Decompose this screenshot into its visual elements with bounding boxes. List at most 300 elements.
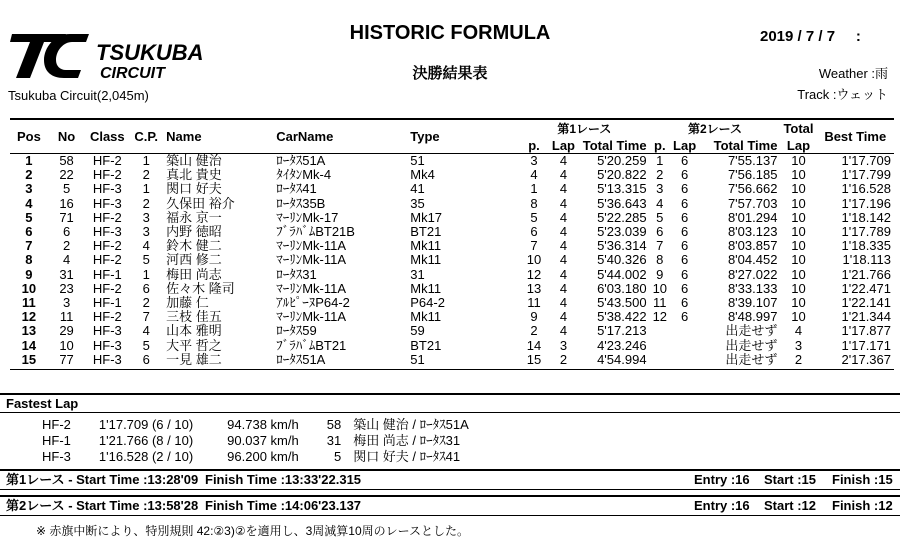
cell-no: 10 bbox=[59, 337, 74, 353]
logo-text-bottom: CIRCUIT bbox=[100, 65, 165, 82]
cell-no: 5 bbox=[62, 181, 71, 197]
race-date: 2019 / 7 / 7 : bbox=[760, 28, 861, 45]
cell-race2-lap bbox=[670, 353, 699, 370]
cell-carname: ﾏｰﾘﾝMk-11A bbox=[276, 238, 347, 254]
cell-pos: 14 bbox=[21, 337, 37, 353]
cell-race2-total-time: 8'33.133 bbox=[727, 280, 778, 296]
cell-total-lap: 10 bbox=[791, 224, 806, 240]
cell-race2-pos bbox=[650, 338, 670, 352]
cell-class: HF-3 bbox=[92, 224, 122, 240]
fl-lap-time: 1'21.766 (8 / 10) bbox=[98, 433, 194, 448]
cell-no: 23 bbox=[59, 280, 74, 296]
cell-best-time: 1'16.528 bbox=[841, 181, 891, 197]
cell-race2-lap: 6 bbox=[680, 181, 689, 197]
cell-carname: ﾌﾞﾗﾊﾞﾑBT21B bbox=[276, 224, 355, 240]
cell-total-lap: 10 bbox=[791, 252, 806, 268]
weather-label: Weather :雨 bbox=[818, 66, 888, 81]
col-group-total: Total bbox=[780, 119, 816, 137]
race2-finish-time: Finish Time :14:06'23.137 bbox=[205, 498, 362, 513]
fl-class: HF-3 bbox=[42, 449, 71, 464]
cell-race2-pos: 11 bbox=[653, 294, 667, 310]
fl-driver-car: 築山 健治 / ﾛｰﾀｽ51A bbox=[353, 417, 469, 432]
cell-best-time: 1'17.171 bbox=[841, 337, 891, 353]
cell-total-lap: 10 bbox=[791, 209, 806, 225]
cell-race1-pos: 7 bbox=[530, 238, 538, 254]
cell-race1-lap: 4 bbox=[559, 209, 568, 225]
cell-cp: 6 bbox=[142, 280, 150, 296]
race1-entry: Entry :16 bbox=[694, 472, 750, 487]
cell-race2-total-time: 7'56.662 bbox=[727, 181, 778, 197]
table-row bbox=[10, 197, 894, 211]
cell-name: 久保田 裕介 bbox=[166, 195, 235, 211]
cell-race2-total-time: 8'27.022 bbox=[727, 266, 778, 282]
cell-race2-total-time: 出走せず bbox=[725, 337, 778, 353]
cell-race1-lap: 4 bbox=[559, 323, 568, 339]
list-item bbox=[36, 449, 475, 465]
cell-name: 築山 健治 bbox=[166, 153, 222, 169]
cell-no: 71 bbox=[59, 209, 74, 225]
cell-race2-lap: 6 bbox=[680, 280, 689, 296]
cell-total-lap: 2 bbox=[780, 353, 816, 370]
table-row bbox=[10, 310, 894, 324]
cell-race2-lap bbox=[670, 324, 699, 338]
cell-class: HF-2 bbox=[92, 238, 122, 254]
cell-race1-total-time: 5'36.314 bbox=[597, 238, 647, 254]
race1-started: Start :15 bbox=[764, 472, 817, 487]
logo-text-top: TSUKUBA bbox=[96, 40, 204, 65]
fl-driver-car: 梅田 尚志 / ﾛｰﾀｽ31 bbox=[353, 433, 461, 448]
cell-race2-lap: 6 bbox=[680, 224, 689, 240]
cell-race2-total-time: 出走せず bbox=[725, 323, 778, 339]
cell-race1-pos: 6 bbox=[530, 224, 538, 240]
circuit-name: Tsukuba Circuit(2,045m) bbox=[8, 88, 149, 103]
cell-type: 59 bbox=[410, 323, 425, 339]
cell-type: 35 bbox=[410, 195, 425, 211]
fl-lap-time: 1'17.709 (6 / 10) bbox=[98, 417, 194, 432]
cell-name: 河西 修二 bbox=[166, 252, 222, 268]
table-row bbox=[10, 182, 894, 196]
table-row bbox=[10, 268, 894, 282]
fl-lap-time: 1'16.528 (2 / 10) bbox=[98, 449, 194, 464]
cell-race1-pos: 4 bbox=[530, 167, 538, 183]
cell-carname: ﾀｲﾀﾝMk-4 bbox=[276, 167, 332, 183]
fastest-lap-title: Fastest Lap bbox=[6, 396, 79, 411]
cell-best-time: 1'21.344 bbox=[841, 309, 891, 325]
cell-type: Mk4 bbox=[410, 167, 435, 183]
cell-cp: 3 bbox=[142, 224, 150, 240]
cell-race2-pos: 2 bbox=[656, 167, 664, 183]
cell-no: 58 bbox=[59, 153, 74, 169]
cell-type: Mk11 bbox=[410, 252, 442, 268]
cell-cp: 2 bbox=[142, 167, 150, 183]
cell-no: 22 bbox=[59, 167, 74, 183]
cell-race1-total-time: 5'22.285 bbox=[597, 209, 647, 225]
cell-name: 加藤 仁 bbox=[166, 294, 209, 310]
cell-name: 鈴木 健二 bbox=[166, 238, 222, 254]
cell-cp: 7 bbox=[142, 309, 150, 325]
cell-total-lap: 10 bbox=[791, 195, 806, 211]
cell-carname: ﾌﾞﾗﾊﾞﾑBT21 bbox=[276, 337, 347, 353]
cell-total-lap: 10 bbox=[791, 238, 806, 254]
cell-cp: 5 bbox=[142, 337, 150, 353]
cell-race1-pos: 11 bbox=[527, 294, 541, 310]
cell-total-lap: 10 bbox=[791, 266, 806, 282]
cell-best-time: 1'17.877 bbox=[841, 323, 891, 339]
cell-race2-lap: 6 bbox=[680, 167, 689, 183]
col-cp: C.P. bbox=[129, 119, 163, 154]
cell-pos: 13 bbox=[21, 323, 37, 339]
cell-race1-lap: 4 bbox=[559, 167, 568, 183]
track-condition-label: Track :ウェット bbox=[797, 87, 888, 102]
cell-type: Mk17 bbox=[410, 209, 443, 225]
cell-race2-lap: 6 bbox=[680, 252, 689, 268]
col-race2-total-time: Total Time bbox=[699, 137, 780, 154]
cell-race1-total-time: 5'43.500 bbox=[597, 294, 647, 310]
cell-race1-pos: 15 bbox=[519, 353, 549, 370]
race2-started: Start :12 bbox=[764, 498, 817, 513]
cell-total-lap: 3 bbox=[794, 337, 803, 353]
cell-race2-lap: 6 bbox=[680, 195, 689, 211]
cell-best-time: 1'22.141 bbox=[841, 294, 891, 310]
cell-class: HF-2 bbox=[92, 153, 122, 169]
cell-race1-pos: 12 bbox=[526, 266, 542, 282]
cell-race1-pos: 1 bbox=[530, 181, 538, 197]
col-total-lap: Lap bbox=[780, 137, 816, 154]
cell-total-lap: 4 bbox=[794, 323, 803, 339]
cell-type: 31 bbox=[410, 266, 425, 282]
cell-race1-pos: 10 bbox=[526, 252, 542, 268]
cell-pos: 12 bbox=[21, 309, 37, 325]
cell-race2-pos: 9 bbox=[656, 266, 664, 282]
race1-finish-time: Finish Time :13:33'22.315 bbox=[205, 472, 362, 487]
col-race1-total-time: Total Time bbox=[578, 137, 650, 154]
cell-race2-pos: 6 bbox=[656, 224, 664, 240]
table-row bbox=[10, 353, 894, 370]
cell-race2-pos: 5 bbox=[656, 209, 664, 225]
cell-race1-lap: 3 bbox=[559, 337, 568, 353]
cell-pos: 7 bbox=[25, 238, 33, 254]
fl-car-no: 5 bbox=[333, 449, 342, 464]
cell-carname: ﾏｰﾘﾝMk-11A bbox=[276, 252, 347, 268]
col-group-race2: 第2レース bbox=[650, 119, 781, 137]
cell-best-time: 1'17.709 bbox=[841, 153, 891, 169]
cell-cp: 6 bbox=[129, 353, 163, 370]
cell-carname: ﾛｰﾀｽ51A bbox=[276, 153, 326, 169]
cell-pos: 4 bbox=[25, 195, 33, 211]
divider bbox=[0, 393, 900, 395]
cell-race1-pos: 14 bbox=[526, 337, 542, 353]
cell-best-time: 1'18.113 bbox=[842, 252, 891, 268]
cell-race2-lap: 6 bbox=[680, 153, 689, 169]
cell-class: HF-3 bbox=[85, 353, 129, 370]
cell-name: 内野 徳昭 bbox=[166, 224, 222, 240]
table-row bbox=[10, 324, 894, 338]
cell-race2-total-time: 出走せず bbox=[699, 353, 780, 370]
results-table bbox=[10, 118, 894, 370]
col-group-race1: 第1レース bbox=[519, 119, 649, 137]
race2-finished: Finish :12 bbox=[832, 498, 893, 513]
cell-race1-total-time: 4'23.246 bbox=[597, 337, 647, 353]
cell-name: 山本 雅明 bbox=[166, 323, 222, 339]
cell-race1-total-time: 5'36.643 bbox=[597, 195, 647, 211]
table-header-row-groups bbox=[10, 119, 894, 137]
list-item bbox=[36, 417, 475, 433]
cell-race1-pos: 9 bbox=[530, 309, 538, 325]
cell-race2-total-time: 8'04.452 bbox=[727, 252, 778, 268]
fl-speed: 96.200 km/h bbox=[227, 449, 299, 464]
table-row bbox=[10, 211, 894, 225]
cell-class: HF-1 bbox=[92, 266, 122, 282]
col-name: Name bbox=[163, 119, 273, 154]
cell-type: 51 bbox=[407, 353, 519, 370]
cell-type: P64-2 bbox=[410, 294, 445, 310]
cell-no: 4 bbox=[62, 252, 71, 268]
cell-total-lap: 10 bbox=[791, 153, 806, 169]
cell-race1-lap: 4 bbox=[559, 280, 568, 296]
fl-car-no: 58 bbox=[326, 417, 342, 432]
col-pos: Pos bbox=[10, 119, 48, 154]
fl-class: HF-2 bbox=[42, 417, 71, 432]
cell-race1-lap: 4 bbox=[559, 309, 568, 325]
cell-name: 梅田 尚志 bbox=[166, 266, 222, 282]
cell-name: 一見 雄二 bbox=[163, 353, 273, 370]
cell-pos: 1 bbox=[25, 153, 33, 169]
cell-name: 三枝 佳五 bbox=[166, 309, 222, 325]
cell-race1-lap: 2 bbox=[549, 353, 578, 370]
cell-class: HF-2 bbox=[92, 167, 122, 183]
cell-race2-lap: 6 bbox=[680, 209, 689, 225]
race2-entry: Entry :16 bbox=[694, 498, 750, 513]
col-type: Type bbox=[407, 119, 519, 154]
cell-race2-pos bbox=[650, 353, 670, 370]
cell-carname: ﾏｰﾘﾝMk-17 bbox=[276, 209, 339, 225]
fl-speed: 94.738 km/h bbox=[227, 417, 299, 432]
cell-race1-lap: 4 bbox=[559, 294, 568, 310]
cell-pos: 11 bbox=[22, 294, 36, 310]
cell-race2-total-time: 8'39.107 bbox=[727, 294, 778, 310]
cell-cp: 1 bbox=[142, 153, 150, 169]
cell-race1-lap: 4 bbox=[559, 195, 568, 211]
cell-race2-total-time: 8'01.294 bbox=[727, 209, 778, 225]
cell-no: 77 bbox=[48, 353, 86, 370]
cell-name: 関口 好夫 bbox=[166, 181, 222, 197]
cell-best-time: 1'18.335 bbox=[841, 238, 891, 254]
cell-race2-pos: 3 bbox=[656, 181, 664, 197]
table-row bbox=[10, 239, 894, 253]
race1-finished: Finish :15 bbox=[832, 472, 893, 487]
table-row bbox=[10, 225, 894, 239]
cell-class: HF-3 bbox=[92, 195, 122, 211]
cell-race2-total-time: 7'56.185 bbox=[727, 167, 778, 183]
cell-total-lap: 10 bbox=[791, 280, 806, 296]
col-carname: CarName bbox=[273, 119, 407, 154]
cell-race2-lap: 6 bbox=[680, 294, 689, 310]
cell-no: 11 bbox=[59, 309, 74, 325]
cell-cp: 1 bbox=[142, 266, 150, 282]
cell-race1-pos: 3 bbox=[530, 153, 538, 169]
cell-race2-pos: 1 bbox=[656, 153, 664, 169]
cell-best-time: 1'18.142 bbox=[841, 209, 891, 225]
cell-carname: ﾛｰﾀｽ41 bbox=[276, 181, 317, 197]
cell-class: HF-3 bbox=[92, 181, 122, 197]
col-race2-pos: p. bbox=[650, 137, 670, 154]
cell-type: Mk11 bbox=[410, 238, 442, 254]
cell-carname: ﾏｰﾘﾝMk-11A bbox=[276, 280, 347, 296]
cell-race1-pos: 13 bbox=[526, 280, 542, 296]
cell-race1-total-time: 6'03.180 bbox=[597, 280, 647, 296]
cell-carname: ﾛｰﾀｽ35B bbox=[276, 195, 326, 211]
cell-class: HF-2 bbox=[92, 252, 122, 268]
cell-carname: ﾛｰﾀｽ59 bbox=[276, 323, 317, 339]
cell-class: HF-2 bbox=[92, 309, 122, 325]
fl-car-no: 31 bbox=[326, 433, 342, 448]
cell-race2-total-time: 8'03.123 bbox=[727, 224, 778, 240]
table-row bbox=[10, 168, 894, 182]
cell-carname: ｱﾙﾋﾟｰﾇP64-2 bbox=[276, 294, 350, 310]
cell-race2-lap: 6 bbox=[680, 266, 689, 282]
cell-pos: 6 bbox=[25, 224, 33, 240]
cell-no: 6 bbox=[62, 224, 71, 240]
cell-race2-lap bbox=[670, 338, 699, 352]
cell-type: BT21 bbox=[410, 337, 442, 353]
cell-type: 51 bbox=[410, 153, 425, 169]
cell-cp: 3 bbox=[142, 209, 150, 225]
page-subtitle: 決勝結果表 bbox=[412, 65, 488, 82]
page-title: HISTORIC FORMULA bbox=[349, 22, 551, 44]
cell-carname: ﾏｰﾘﾝMk-11A bbox=[276, 309, 347, 325]
cell-race2-pos: 7 bbox=[656, 238, 664, 254]
cell-no: 16 bbox=[59, 195, 74, 211]
col-no: No bbox=[48, 119, 86, 154]
cell-race2-pos: 8 bbox=[656, 252, 664, 268]
cell-name: 大平 哲之 bbox=[166, 337, 222, 353]
cell-race1-total-time: 5'44.002 bbox=[597, 266, 647, 282]
cell-class: HF-2 bbox=[92, 209, 122, 225]
cell-type: 41 bbox=[410, 181, 425, 197]
cell-class: HF-2 bbox=[92, 280, 122, 296]
cell-name: 佐々木 隆司 bbox=[166, 280, 235, 296]
cell-type: Mk11 bbox=[410, 280, 442, 296]
cell-race1-total-time: 4'54.994 bbox=[578, 353, 650, 370]
footnote: ※ 赤旗中断により、特別規則 42:②3)②を適用し、3周減算10周のレースとした。 bbox=[36, 524, 470, 538]
fl-driver-car: 関口 好夫 / ﾛｰﾀｽ41 bbox=[353, 449, 461, 464]
cell-best-time: 1'22.471 bbox=[841, 280, 891, 296]
cell-pos: 10 bbox=[21, 280, 37, 296]
cell-race2-total-time: 8'48.997 bbox=[727, 309, 778, 325]
table-row bbox=[10, 154, 894, 169]
cell-cp: 4 bbox=[142, 323, 150, 339]
cell-race2-lap: 6 bbox=[680, 238, 689, 254]
cell-best-time: 1'17.799 bbox=[841, 167, 891, 183]
col-race1-pos: p. bbox=[519, 137, 549, 154]
cell-pos: 8 bbox=[25, 252, 33, 268]
cell-best-time: 1'17.196 bbox=[841, 195, 891, 211]
col-race2-lap: Lap bbox=[670, 137, 699, 154]
cell-cp: 1 bbox=[142, 181, 150, 197]
cell-race1-lap: 4 bbox=[559, 181, 568, 197]
fastest-lap-table bbox=[36, 417, 475, 465]
cell-best-time: 1'21.766 bbox=[841, 266, 891, 282]
cell-total-lap: 10 bbox=[791, 294, 806, 310]
cell-race1-total-time: 5'20.822 bbox=[597, 167, 647, 183]
race2-start-time: 第2レース - Start Time :13:58'28 bbox=[6, 498, 199, 513]
divider bbox=[0, 412, 900, 413]
cell-race2-lap: 6 bbox=[680, 309, 689, 325]
cell-race1-pos: 5 bbox=[530, 209, 538, 225]
table-row bbox=[10, 253, 894, 267]
cell-race1-pos: 8 bbox=[530, 195, 538, 211]
race1-info-bar bbox=[0, 469, 900, 490]
col-race1-lap: Lap bbox=[549, 137, 578, 154]
cell-class: HF-1 bbox=[92, 294, 122, 310]
cell-race1-total-time: 5'38.422 bbox=[597, 309, 647, 325]
cell-race1-lap: 4 bbox=[559, 252, 568, 268]
cell-best-time: 2'17.367 bbox=[817, 353, 894, 370]
cell-carname: ﾛｰﾀｽ31 bbox=[276, 266, 317, 282]
cell-race2-pos: 10 bbox=[652, 280, 668, 296]
cell-race2-pos bbox=[650, 324, 670, 338]
cell-race1-lap: 4 bbox=[559, 224, 568, 240]
col-best-time: Best Time bbox=[817, 119, 894, 154]
cell-cp: 4 bbox=[142, 238, 150, 254]
cell-cp: 5 bbox=[142, 252, 150, 268]
list-item bbox=[36, 433, 475, 449]
cell-total-lap: 10 bbox=[791, 309, 806, 325]
cell-race2-pos: 12 bbox=[652, 309, 668, 325]
cell-race1-total-time: 5'13.315 bbox=[597, 181, 647, 197]
cell-pos: 15 bbox=[10, 353, 48, 370]
cell-carname: ﾛｰﾀｽ51A bbox=[273, 353, 407, 370]
table-row bbox=[10, 282, 894, 296]
cell-cp: 2 bbox=[142, 294, 150, 310]
fl-class: HF-1 bbox=[42, 433, 71, 448]
cell-race1-lap: 4 bbox=[559, 238, 568, 254]
cell-race1-total-time: 5'20.259 bbox=[597, 153, 647, 169]
cell-class: HF-3 bbox=[92, 337, 122, 353]
cell-total-lap: 10 bbox=[791, 167, 806, 183]
cell-type: Mk11 bbox=[410, 309, 442, 325]
cell-best-time: 1'17.789 bbox=[841, 224, 891, 240]
cell-no: 2 bbox=[62, 238, 71, 254]
cell-race2-total-time: 8'03.857 bbox=[727, 238, 778, 254]
cell-race1-lap: 4 bbox=[559, 266, 568, 282]
cell-class: HF-3 bbox=[92, 323, 122, 339]
cell-race1-total-time: 5'23.039 bbox=[597, 224, 647, 240]
cell-race2-pos: 4 bbox=[656, 195, 664, 211]
table-row bbox=[10, 296, 894, 310]
cell-race2-total-time: 7'55.137 bbox=[727, 153, 778, 169]
cell-race1-pos: 2 bbox=[530, 323, 538, 339]
cell-cp: 2 bbox=[142, 195, 150, 211]
race2-info-bar bbox=[0, 495, 900, 516]
cell-pos: 3 bbox=[25, 181, 33, 197]
cell-name: 真北 貴史 bbox=[166, 167, 222, 183]
cell-pos: 5 bbox=[25, 209, 33, 225]
cell-race1-lap: 4 bbox=[559, 153, 568, 169]
cell-no: 3 bbox=[62, 294, 71, 310]
cell-race1-total-time: 5'17.213 bbox=[597, 323, 647, 339]
cell-type: BT21 bbox=[410, 224, 442, 240]
fl-speed: 90.037 km/h bbox=[227, 433, 299, 448]
cell-no: 29 bbox=[59, 323, 74, 339]
cell-pos: 9 bbox=[25, 266, 33, 282]
race1-start-time: 第1レース - Start Time :13:28'09 bbox=[6, 472, 199, 487]
cell-pos: 2 bbox=[25, 167, 33, 183]
cell-name: 福永 京一 bbox=[166, 209, 222, 225]
col-class: Class bbox=[85, 119, 129, 154]
cell-race1-total-time: 5'40.326 bbox=[597, 252, 647, 268]
cell-no: 31 bbox=[59, 266, 74, 282]
